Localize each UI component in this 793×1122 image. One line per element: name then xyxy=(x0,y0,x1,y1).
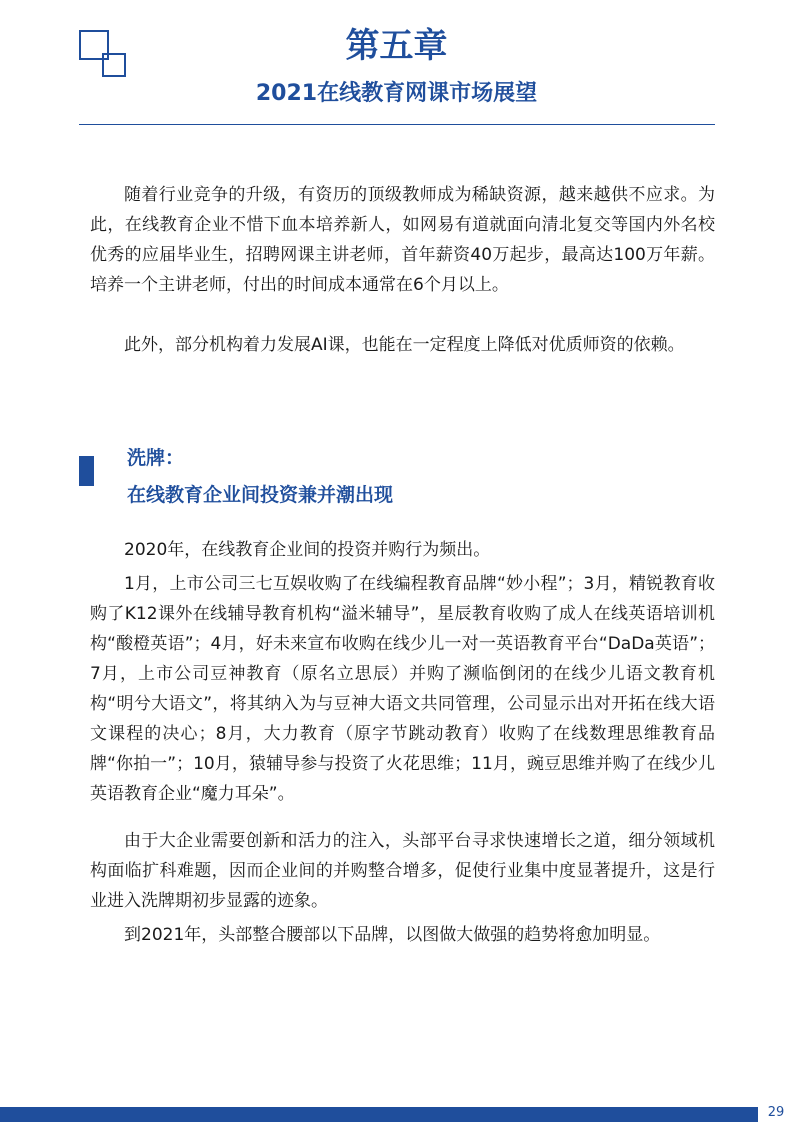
paragraph-ai-courses: 此外，部分机构着力发展AI课，也能在一定程度上降低对优质师资的依赖。 xyxy=(124,335,685,355)
paragraph-teacher-scarcity: 随着行业竞争的升级，有资历的顶级教师成为稀缺资源，越来越供不应求。为此，在线教育企业不惜下血本培养新人，如网易有道就面向清北复交等国内外名校优秀的应届毕业生，招聘网课主讲老师，首年薪资40万起步，最高达100万年薪。培养一个主讲老师，付出的时间成本通常在6个月以上。 xyxy=(90,185,715,295)
chapter-subtitle: 2021在线教育网课市场展望 xyxy=(255,81,538,106)
header-divider xyxy=(79,124,715,125)
section-title: 在线教育企业间投资兼并潮出现 xyxy=(127,484,394,506)
paragraph-consolidation-reason: 由于大企业需要创新和活力的注入，头部平台寻求快速增长之道，细分领域机构面临扩科难题，因而企业间的并购整合增多，促使行业集中度显著提升，这是行业进入洗牌期初步显露的迹象。 xyxy=(90,831,715,911)
footer-band xyxy=(0,1107,758,1122)
paragraph-2021-outlook: 到2021年，头部整合腰部以下品牌，以图做大做强的趋势将愈加明显。 xyxy=(124,925,661,945)
page-number: 29 xyxy=(767,1105,785,1120)
paragraph-acquisitions-timeline: 1月，上市公司三七互娱收购了在线编程教育品牌“妙小程”；3月，精锐教育收购了K12课外在线辅导教育机构“溢米辅导”，星辰教育收购了成人在线英语培训机构“酸橙英语”；4月，好未来宣布收购在线少儿一对一英语教育平台“DaDa英语”；7月，上市公司豆神教育（原名立思辰）并购了濒临倒闭的在线少儿语文教育机构“明兮大语文”，将其纳入为与豆神大语文共同管理，公司显示出对开拓在线大语文课程的决心；8月，大力教育（原字节跳动教育）收购了在线数理思维教育品牌“你拍一”；10月，猿辅导参与投资了火花思维；11月，豌豆思维并购了在线少儿英语教育企业“魔力耳朵”。 xyxy=(90,574,715,804)
section-marker-bar xyxy=(79,456,94,486)
chapter-title: 第五章 xyxy=(345,26,448,66)
section-label: 洗牌： xyxy=(127,447,185,469)
paragraph-2020-intro: 2020年，在线教育企业间的投资并购行为频出。 xyxy=(124,540,491,560)
